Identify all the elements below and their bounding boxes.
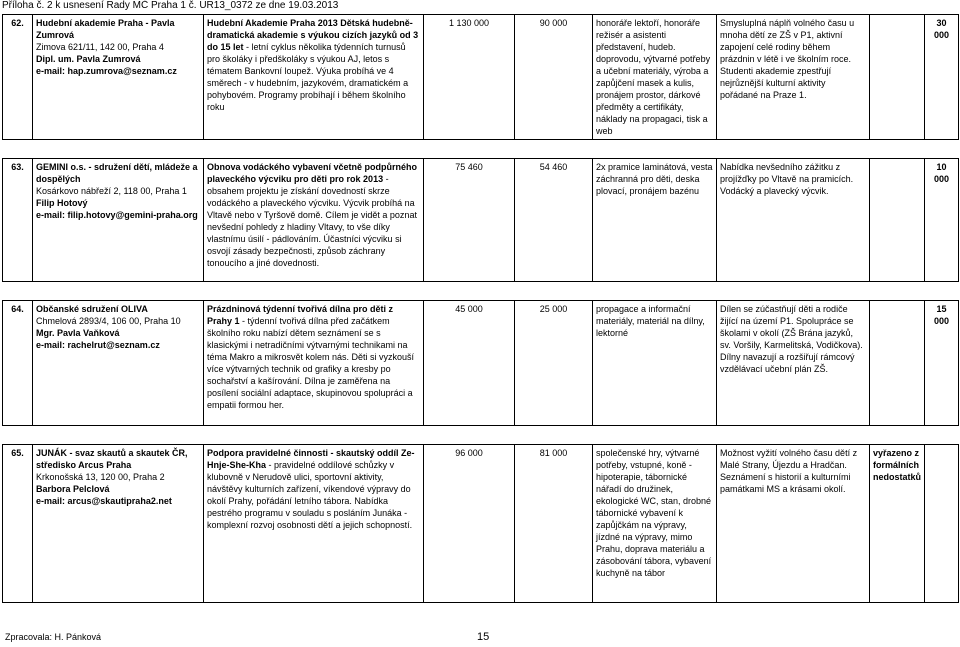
total-cost: 45 000: [424, 301, 515, 426]
project-title: Prázdninová týdenní tvořivá dílna pro děti z Prahy 1: [207, 304, 394, 326]
table-row: [3, 301, 959, 426]
note: [870, 15, 925, 140]
applicant-address: Krkonošská 13, 120 00, Praha 2: [36, 472, 165, 482]
applicant-name: JUNÁK - svaz skautů a skautek ČR, středisko Arcus Praha: [36, 448, 188, 470]
footer-author: Zpracovala: H. Pánková: [5, 632, 102, 642]
applicant-email: e-mail: arcus@skautipraha2.net: [36, 496, 172, 506]
project-title: Podpora pravidelné činnosti - skautský oddíl Ze-Hnje-She-Kha: [207, 448, 415, 470]
note: vyřazeno z formálních nedostatků: [870, 445, 925, 603]
applicant-email: e-mail: hap.zumrova@seznam.cz: [36, 66, 177, 76]
table-row: [3, 15, 959, 140]
grant-table: [2, 14, 959, 603]
justification: Možnost vyžití volného času dětí z Malé Strany, Újezdu a Hradčan. Seznámení s historií a kulturními památkami MS a krásami okolí.: [717, 445, 870, 603]
project-title: Hudební Akademie Praha 2013 Dětská hudebně-dramatická akademie s výukou cizích jazyků od 3 do 15 let: [207, 18, 419, 52]
table-row: [3, 159, 959, 282]
project-description: - týdenní tvořivá dílna před začátkem školního roku nabízí dětem seznámení se s klasickými i netradičními výtvarnými technikami na téma Makro a mikrosvět kolem nás. Děti si vyzkouší více výtvarných technik od grafiky a kresby po sochařství a kašírování. Dílna je zaměřena na posílení sociální adaptace, skupinovou spolupráci a empatii formou her.: [207, 316, 415, 410]
row-spacer: [3, 426, 959, 445]
requested-amount: 90 000: [515, 15, 593, 140]
applicant-contact: Filip Hotový: [36, 198, 88, 208]
applicant-cell: [33, 301, 204, 426]
note: [870, 159, 925, 282]
total-cost: 1 130 000: [424, 15, 515, 140]
applicant-cell: [33, 159, 204, 282]
requested-amount: 54 460: [515, 159, 593, 282]
applicant-name: Občanské sdružení OLIVA: [36, 304, 148, 314]
row-number: 65.: [3, 445, 33, 603]
row-spacer: [3, 282, 959, 301]
applicant-address: Chmelová 2893/4, 106 00, Praha 10: [36, 316, 181, 326]
applicant-contact: Mgr. Pavla Vaňková: [36, 328, 120, 338]
use-of-funds: 2x pramice laminátová, vesta záchranná pro děti, deska plovací, pronájem bazénu: [593, 159, 717, 282]
applicant-email: e-mail: rachelrut@seznam.cz: [36, 340, 160, 350]
row-number: 64.: [3, 301, 33, 426]
justification: Dílen se zúčastňují děti a rodiče žijící na území P1. Spolupráce se školami v okolí (ZŠ Brána jazyků, sv. Voršily, Karmelitská, Vodičkova). Dílny navazují a rozšiřují rámcový vzdělávací učební plán ZŠ.: [717, 301, 870, 426]
grant-amount: [925, 445, 959, 603]
requested-amount: 81 000: [515, 445, 593, 603]
requested-amount: 25 000: [515, 301, 593, 426]
justification: Smysluplná náplň volného času u mnoha dětí ze ZŠ v P1, aktivní zapojení celé rodiny během prázdnin v létě i ve školním roce. Studenti akademie zpestřují nejrůznější kulturní aktivity pořádané na Praze 1.: [717, 15, 870, 140]
row-number: 63.: [3, 159, 33, 282]
project-cell: [204, 445, 424, 603]
grant-amount: 15 000: [925, 301, 959, 426]
justification: Nabídka nevšedního zážitku z projížďky po Vltavě na pramicích. Vodácký a plavecký výcvik.: [717, 159, 870, 282]
use-of-funds: honoráře lektoří, honoráře režisér a asistenti představení, hudeb. doprovodu, výtvarné potřeby a učební materiály, výroba a zapůjčení masek a kulis, pronájem prostor, dárkové předměty a certifikáty, náklady na propagaci, tisk a web: [593, 15, 717, 140]
grant-amount: 30 000: [925, 15, 959, 140]
row-spacer: [3, 140, 959, 159]
project-description: - obsahem projektu je získání dovedností skrze vodáckého a plaveckého výcviku. Výcvik probíhá na Vltavě nebo v Tyršově domě. Cílem je vidět a poznat nevšední pohledy z hladiny Vltavy, to vše díky vlastnímu úsilí - pádlováním. Účastníci výcviku si osvojí zásady bezpečnosti, způsob záchrany tonoucího a jiné dovednosti.: [207, 174, 417, 268]
project-cell: [204, 15, 424, 140]
note: [870, 301, 925, 426]
applicant-name: Hudební akademie Praha - Pavla Zumrová: [36, 18, 175, 40]
project-title: Obnova vodáckého vybavení včetně podpůrného plaveckého výcviku pro děti pro rok 2013: [207, 162, 418, 184]
page-number: 15: [477, 631, 490, 643]
applicant-contact: Dipl. um. Pavla Zumrová: [36, 54, 141, 64]
applicant-address: Kosárkovo nábřeží 2, 118 00, Praha 1: [36, 186, 187, 196]
project-cell: [204, 301, 424, 426]
applicant-cell: [33, 445, 204, 603]
grant-amount: 10 000: [925, 159, 959, 282]
page-header: Příloha č. 2 k usnesení Rady MČ Praha 1 č. UR13_0372 ze dne 19.03.2013: [2, 0, 339, 11]
project-description: - pravidelné oddílové schůzky v klubovně v Nerudově ulici, sportovní aktivity, návštěvy kulturních zařízení, víkendové výpravy do okolí Prahy, pořádání letního tábora. Nabídka pestrého programu v souladu s posláním Junáka - komplexní rozvoj osobnosti dětí a jejich schopností.: [207, 460, 413, 530]
project-cell: [204, 159, 424, 282]
use-of-funds: propagace a informační materiály, materiál na dílny, lektorné: [593, 301, 717, 426]
project-description: - letní cyklus několika týdenních turnusů pro školáky i předškoláky s výukou AJ, letos s tématem Bankovní loupež. Výuka probíhá ve 4 směrech - v hudebním, jazykovém, dramatickém a pohybovém. Programy probíhají i během školního roku: [207, 42, 409, 112]
row-number: 62.: [3, 15, 33, 140]
applicant-contact: Barbora Pelclová: [36, 484, 110, 494]
applicant-email: e-mail: filip.hotovy@gemini-praha.org: [36, 210, 198, 220]
use-of-funds: společenské hry, výtvarné potřeby, vstupné, koně - hipoterapie, tábornické nářadí do družinek, ekologické WC, stan, drobné tábornické vybavení k zapůjčkám na výpravy, jízdné na výpravy, mimo Prahu, doprava materiálu a zásobování tábora, vybavení kuchyně na tábor: [593, 445, 717, 603]
applicant-address: Zimova 621/11, 142 00, Praha 4: [36, 42, 164, 52]
total-cost: 96 000: [424, 445, 515, 603]
applicant-name: GEMINI o.s. - sdružení dětí, mládeže a dospělých: [36, 162, 198, 184]
total-cost: 75 460: [424, 159, 515, 282]
table-row: [3, 445, 959, 603]
applicant-cell: [33, 15, 204, 140]
